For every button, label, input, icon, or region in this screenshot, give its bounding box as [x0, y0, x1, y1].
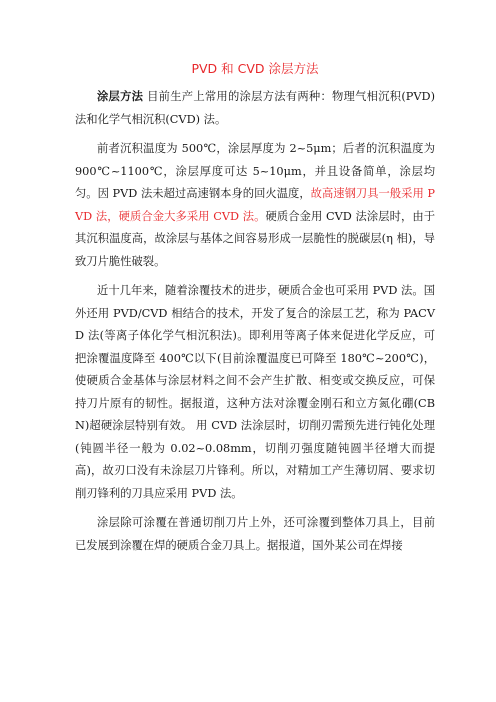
paragraph-2-text-a: 前者沉积温度为 500℃，涂层厚度为 2~5μm；后者的沉积温度为 900℃~1100℃，涂层厚度可达 5~10μm，并且设备简单，涂层均匀。因 PVD 法未超过高速钢本身的回火温度，	[75, 142, 435, 200]
document-title: PVD 和 CVD 涂层方法	[191, 61, 319, 76]
paragraph-2-text-b: 硬质合金用 CVD 法涂层时，由于其沉积温度高，故涂层与基体之间容易形成一层脆性的脱碳层(η 相)，导致刀片脆性破裂。	[75, 209, 435, 268]
paragraph-2-highlight: 故高速钢刀具一般采用 PVD 法，硬质合金大多采用 CVD 法。	[75, 187, 435, 223]
lead-term: 涂层方法	[97, 90, 144, 103]
paragraph-3: 近十几年来，随着涂覆技术的进步，硬质合金也可采用 PVD 法。国外还用 PVD/CVD 相结合的技术，开发了复合的涂层工艺，称为 PACVD 法(等离子体化学气相沉积法)。即利用等离子体来促进化学反应，可把涂覆温度降至 400℃以下(目前涂覆温度已可降至 180℃~200℃)，使硬质合金基体与涂层材料之间不会产生扩散、相变或交换反应，可保持刀片原有的韧性。据报道，这种方法对涂覆金刚石和立方氮化硼(CBN)超硬涂层特别有效。 用 CVD 法涂层时，切削刃需预先进行钝化处理(钝圆半径一般为 0.02~0.08mm，切削刃强度随钝圆半径增大而提高)，故刃口没有未涂层刀片锋利。所以，对精加工产生薄切屑、要求切削刃锋利的刀具应采用 PVD 法。	[75, 284, 435, 500]
document-page	[75, 60, 435, 564]
paragraph-1	[75, 86, 435, 131]
paragraph-1-text: 目前生产上常用的涂层方法有两种：物理气相沉积(PVD) 法和化学气相沉积(CVD) 法。	[75, 90, 435, 126]
paragraph-4: 涂层除可涂覆在普通切削刀片上外，还可涂覆到整体刀具上，目前已发展到涂覆在焊的硬质合金刀具上。据报道，国外某公司在焊接	[75, 516, 435, 552]
paragraph-2	[75, 138, 435, 273]
